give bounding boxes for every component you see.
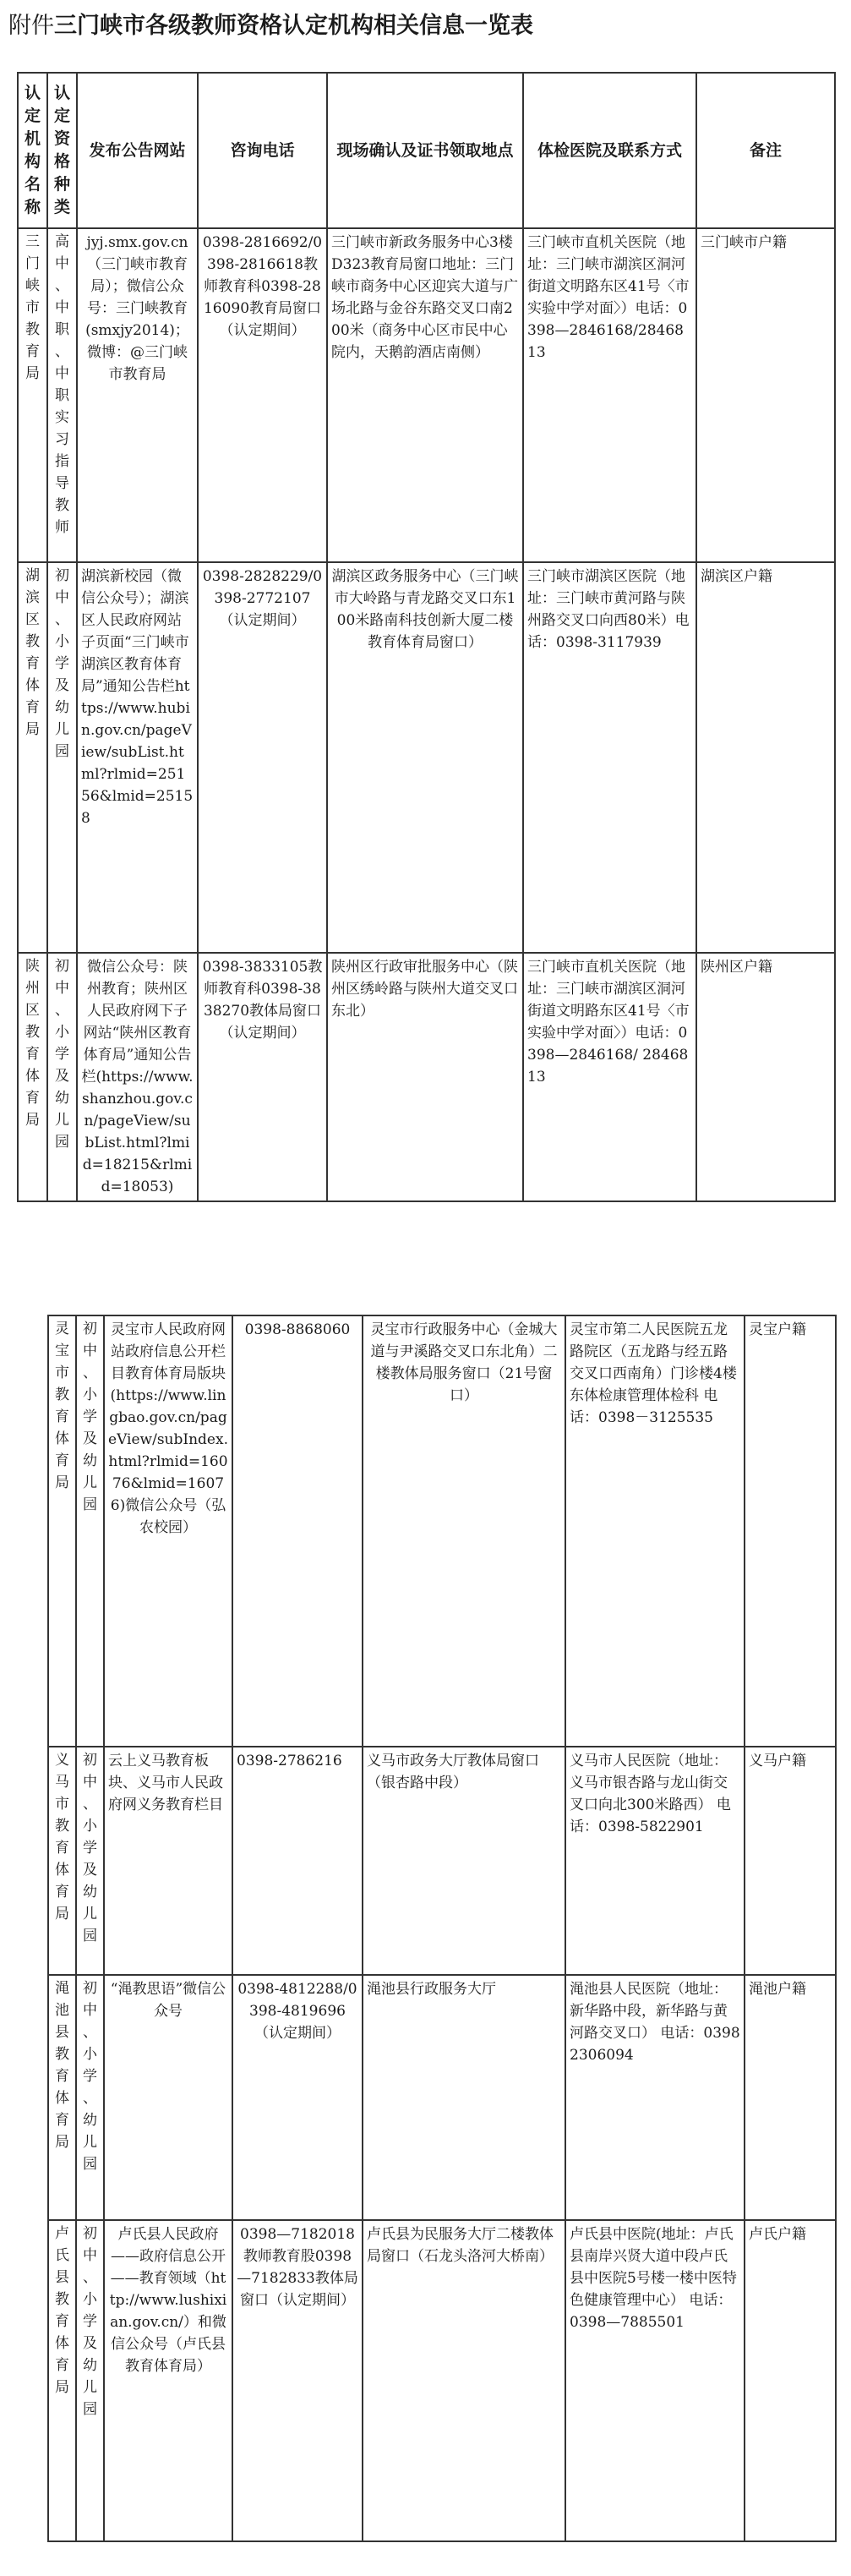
page-gap [0, 1234, 851, 1315]
phone-cell: 0398—7182018教师教育股0398—7182833教体局窗口（认定期间） [232, 2220, 363, 2541]
types-cell: 初中、小学及幼儿园 [76, 1315, 104, 1747]
title-prefix: 附件 [8, 13, 54, 39]
website-cell: 灵宝市人民政府网站政府信息公开栏目教育体育局版块(https://www.lingbao.gov.cn/pageView/subIndex.html?rlmid=16076&lmid=16076)微信公众号（弘农校园） [104, 1315, 232, 1747]
agency-cell: 湖滨区教育体育局 [18, 562, 47, 953]
phone-cell: 0398-4812288/0398-4819696（认定期间） [232, 1975, 363, 2220]
types-cell: 初中、小学及幼儿园 [76, 2220, 104, 2541]
website-cell: jyj.smx.gov.cn（三门峡市教育局）；微信公众号：三门峡教育(smxjy2014)；微博：@三门峡市教育局 [77, 228, 198, 562]
site-cell: 义马市政务大厅教体局窗口（银杏路中段） [363, 1747, 565, 1975]
hospital-cell: 三门峡市直机关医院（地址：三门峡市湖滨区洞河街道文明路东区41号〈市实验中学对面〉）电话：0398—2846168/2846813 [523, 228, 696, 562]
header-agency: 认定机构名称 [18, 73, 47, 228]
table-row [48, 1747, 836, 1975]
table-row [18, 953, 835, 1201]
info-table-page-1 [17, 72, 836, 1202]
types-cell: 初中、小学、幼儿园 [76, 1975, 104, 2220]
remarks-cell: 三门峡市户籍 [696, 228, 835, 562]
table-row [18, 562, 835, 953]
header-website: 发布公告网站 [77, 73, 198, 228]
info-table-page-2 [47, 1315, 837, 2542]
agency-cell: 陕州区教育体育局 [18, 953, 47, 1201]
table-row [48, 1315, 836, 1747]
header-phone: 咨询电话 [198, 73, 327, 228]
remarks-cell: 义马户籍 [745, 1747, 836, 1975]
agency-cell: 卢氏县教育体育局 [48, 2220, 76, 2541]
table-header-row [18, 73, 835, 228]
website-cell: 微信公众号：陕州教育；陕州区人民政府网下子网站“陕州区教育体育局”通知公告栏(https://www.shanzhou.gov.cn/pageView/subList.html?lmid=18215&rlmid=18053) [77, 953, 198, 1201]
remarks-cell: 湖滨区户籍 [696, 562, 835, 953]
header-site: 现场确认及证书领取地点 [327, 73, 523, 228]
types-cell: 高中、中职、中职实习指导教师 [47, 228, 77, 562]
types-cell: 初中、小学及幼儿园 [47, 953, 77, 1201]
site-cell: 三门峡市新政务服务中心3楼D323教育局窗口地址：三门峡市商务中心区迎宾大道与广场北路与金谷东路交叉口南200米（商务中心区市民中心院内，天鹅韵酒店南侧） [327, 228, 523, 562]
header-remarks: 备注 [696, 73, 835, 228]
title-main: 三门峡市各级教师资格认定机构相关信息一览表 [54, 13, 533, 39]
agency-cell: 义马市教育体育局 [48, 1747, 76, 1975]
remarks-cell: 灵宝户籍 [745, 1315, 836, 1747]
site-cell: 灵宝市行政服务中心（金城大道与尹溪路交叉口东北角）二楼教体局服务窗口（21号窗口） [363, 1315, 565, 1747]
remarks-cell: 渑池户籍 [745, 1975, 836, 2220]
hospital-cell: 义马市人民医院（地址：义马市银杏路与龙山街交叉口向北300米路西） 电话：0398-5822901 [565, 1747, 745, 1975]
remarks-cell: 陕州区户籍 [696, 953, 835, 1201]
header-types: 认定资格种类 [47, 73, 77, 228]
site-cell: 卢氏县为民服务大厅二楼教体局窗口（石龙头洛河大桥南） [363, 2220, 565, 2541]
agency-cell: 灵宝市教育体育局 [48, 1315, 76, 1747]
types-cell: 初中、小学及幼儿园 [76, 1747, 104, 1975]
types-cell: 初中、小学及幼儿园 [47, 562, 77, 953]
header-hospital: 体检医院及联系方式 [523, 73, 696, 228]
agency-cell: 三门峡市教育局 [18, 228, 47, 562]
hospital-cell: 渑池县人民医院（地址：新华路中段，新华路与黄河路交叉口） 电话：03982306094 [565, 1975, 745, 2220]
remarks-cell: 卢氏户籍 [745, 2220, 836, 2541]
hospital-cell: 三门峡市湖滨区医院（地址：三门峡市黄河路与陕州路交叉口向西80米）电话：0398-3117939 [523, 562, 696, 953]
site-cell: 渑池县行政服务大厅 [363, 1975, 565, 2220]
table-row [48, 2220, 836, 2541]
agency-cell: 渑池县教育体育局 [48, 1975, 76, 2220]
phone-cell: 0398-2816692/0398-2816618教师教育科0398-2816090教育局窗口（认定期间） [198, 228, 327, 562]
table-row [18, 228, 835, 562]
hospital-cell: 三门峡市直机关医院（地址：三门峡市湖滨区洞河街道文明路东区41号〈市实验中学对面〉）电话：0398—2846168/ 2846813 [523, 953, 696, 1201]
page-title [8, 10, 533, 42]
website-cell: 云上义马教育板块、义马市人民政府网义务教育栏目 [104, 1747, 232, 1975]
site-cell: 陕州区行政审批服务中心（陕州区绣岭路与陕州大道交叉口东北） [327, 953, 523, 1201]
site-cell: 湖滨区政务服务中心（三门峡市大岭路与青龙路交叉口东100米路南科技创新大厦二楼教育体育局窗口） [327, 562, 523, 953]
hospital-cell: 卢氏县中医院(地址：卢氏县南岸兴贤大道中段卢氏县中医院5号楼一楼中医特色健康管理中心） 电话：0398—7885501 [565, 2220, 745, 2541]
website-cell: 卢氏县人民政府——政府信息公开——教育领域（http://www.lushixian.gov.cn/）和微信公众号（卢氏县教育体育局） [104, 2220, 232, 2541]
website-cell: “渑教思语”微信公众号 [104, 1975, 232, 2220]
table-row [48, 1975, 836, 2220]
phone-cell: 0398-3833105教师教育科0398-3838270教体局窗口（认定期间） [198, 953, 327, 1201]
website-cell: 湖滨新校园（微信公众号）；湖滨区人民政府网站子页面“三门峡市湖滨区教育体育局”通知公告栏https://www.hubin.gov.cn/pageView/subList.html?rlmid=25156&lmid=25158 [77, 562, 198, 953]
hospital-cell: 灵宝市第二人民医院五龙路院区（五龙路与经五路交叉口西南角）门诊楼4楼东体检康管理体检科 电话：0398－3125535 [565, 1315, 745, 1747]
phone-cell: 0398-8868060 [232, 1315, 363, 1747]
phone-cell: 0398-2828229/0398-2772107（认定期间） [198, 562, 327, 953]
phone-cell: 0398-2786216 [232, 1747, 363, 1975]
